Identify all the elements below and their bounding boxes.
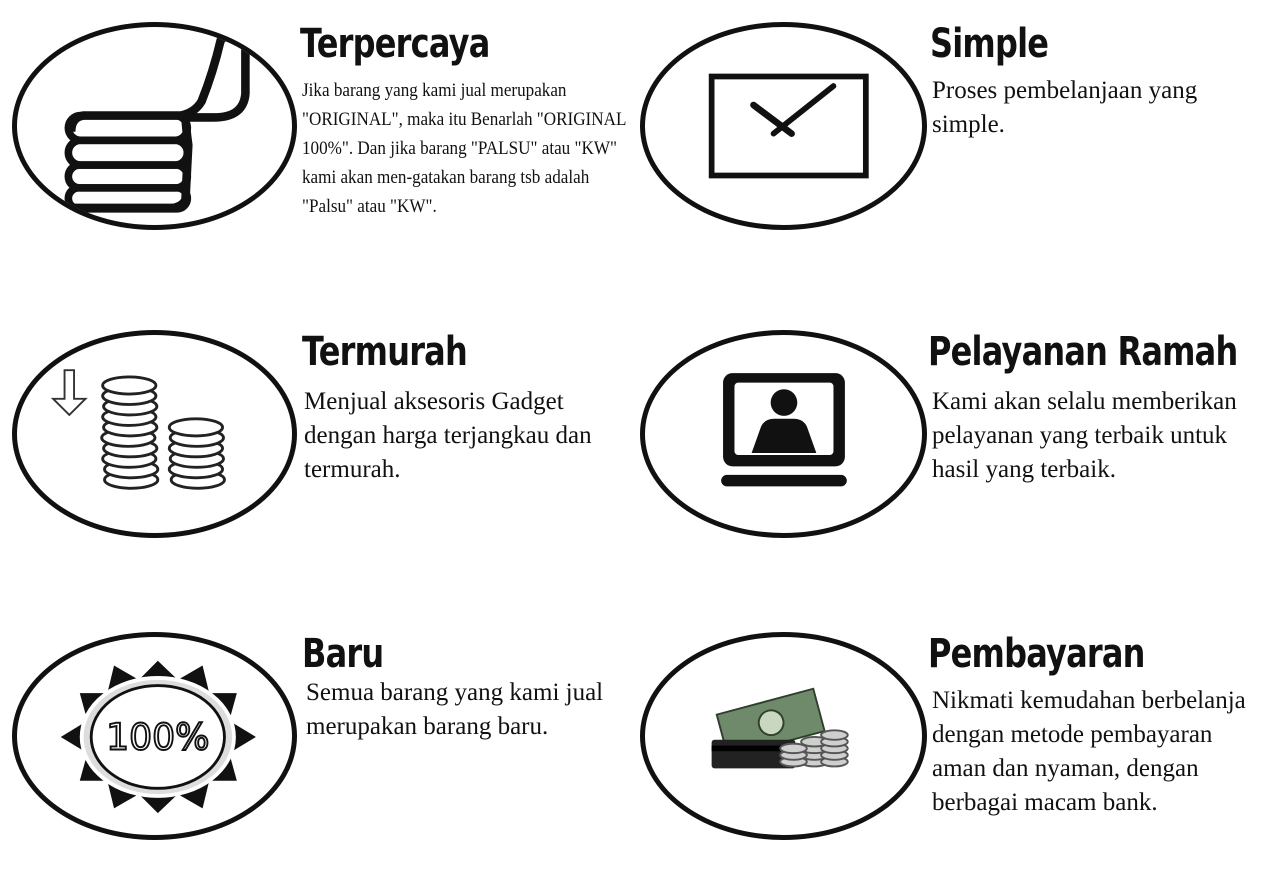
feature-description: Nikmati kemudahan berbelanja dengan metode pembayaran aman dan nyaman, dengan berbagai macam bank. bbox=[932, 687, 1246, 816]
badge-text: 100% bbox=[106, 715, 210, 759]
coins-down-arrow-icon bbox=[12, 330, 297, 538]
badge-100-percent-icon bbox=[12, 632, 297, 840]
feature-title: Baru bbox=[302, 631, 384, 677]
feature-description: Kami akan selalu memberikan pelayanan yang terbaik untuk hasil yang terbaik. bbox=[932, 388, 1237, 483]
feature-title: Pelayanan Ramah bbox=[928, 329, 1238, 375]
feature-title: Terpercaya bbox=[300, 21, 490, 67]
person-monitor-icon bbox=[640, 330, 927, 538]
feature-description: Menjual aksesoris Gadget dengan harga terjangkau dan termurah. bbox=[304, 388, 592, 483]
feature-title: Pembayaran bbox=[928, 631, 1145, 677]
feature-description: Jika barang yang kami jual merupakan "ORIGINAL", maka itu Benarlah "ORIGINAL 100%". Dan jika barang "PALSU" atau "KW" kami akan men-gatakan barang tsb adalah "Palsu" atau "KW". bbox=[302, 80, 626, 217]
feature-title: Termurah bbox=[302, 329, 467, 375]
feature-description: Semua barang yang kami jual merupakan barang baru. bbox=[306, 679, 604, 740]
money-card-icon bbox=[640, 632, 927, 840]
feature-title: Simple bbox=[930, 21, 1049, 67]
clock-hands-icon bbox=[640, 22, 927, 230]
feature-description: Proses pembelanjaan yang simple. bbox=[932, 77, 1198, 138]
thumbs-up-icon bbox=[12, 22, 297, 230]
